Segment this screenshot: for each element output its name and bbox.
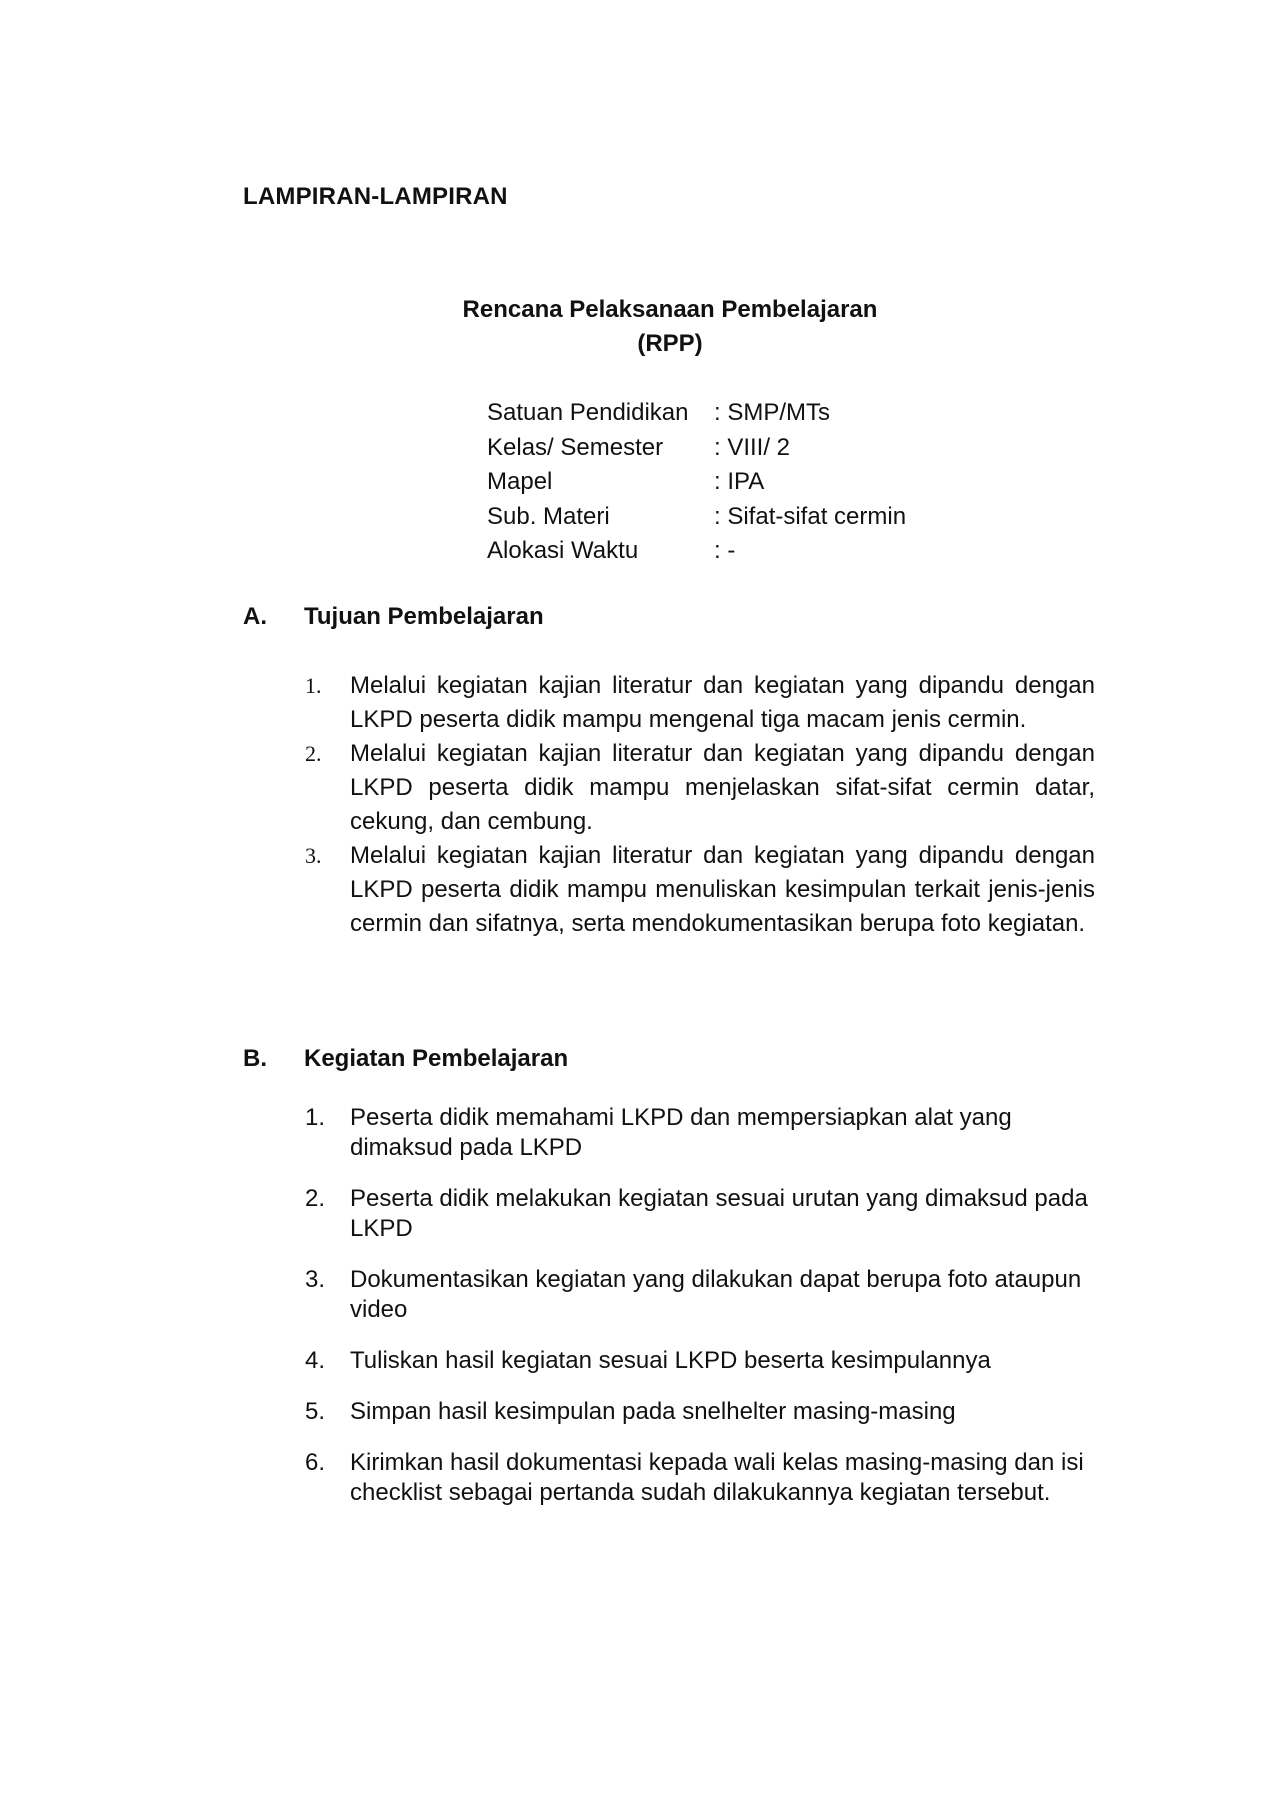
section-title: Tujuan Pembelajaran <box>304 603 544 630</box>
item-text: Peserta didik memahami LKPD dan mempersiapkan alat yang dimaksud pada LKPD <box>350 1104 1012 1161</box>
activities-list <box>305 1103 1095 1529</box>
info-row <box>487 431 906 466</box>
info-value: : IPA <box>714 468 765 495</box>
item-text: Melalui kegiatan kajian literatur dan kegiatan yang dipandu dengan LKPD peserta didik mampu mengenal tiga macam jenis cermin. <box>350 672 1095 733</box>
info-row <box>487 534 906 569</box>
item-number: 3. <box>305 1266 326 1293</box>
info-value: : SMP/MTs <box>714 399 831 426</box>
section-letter: B. <box>243 1045 267 1072</box>
section-letter: A. <box>243 603 267 630</box>
item-text: Melalui kegiatan kajian literatur dan kegiatan yang dipandu dengan LKPD peserta didik mampu menjelaskan sifat-sifat cermin datar, cekung, dan cembung. <box>350 740 1095 835</box>
section-title: Kegiatan Pembelajaran <box>304 1045 569 1072</box>
identity-table <box>487 396 906 569</box>
info-label: Satuan Pendidikan <box>487 399 689 426</box>
info-label: Sub. Materi <box>487 502 610 530</box>
item-number: 2. <box>305 1185 326 1212</box>
list-item <box>305 1265 1095 1325</box>
item-number: 5. <box>305 1398 326 1425</box>
list-item <box>305 1103 1095 1163</box>
info-label: Alokasi Waktu <box>487 537 639 564</box>
item-text: Melalui kegiatan kajian literatur dan kegiatan yang dipandu dengan LKPD peserta didik mampu menuliskan kesimpulan terkait jenis-jenis cermin dan sifatnya, serta mendokumentasikan berupa foto kegiatan. <box>350 842 1095 937</box>
info-label: Mapel <box>487 468 553 495</box>
info-value: : VIII/ 2 <box>714 433 791 461</box>
section-a-heading <box>243 603 544 631</box>
item-text: Kirimkan hasil dokumentasi kepada wali kelas masing-masing dan isi checklist sebagai pertanda sudah dilakukannya kegiatan tersebut. <box>350 1449 1084 1506</box>
info-label: Kelas/ Semester <box>487 433 664 461</box>
item-number: 4. <box>305 1347 326 1374</box>
info-value: : - <box>714 537 736 564</box>
item-number: 1. <box>305 673 322 698</box>
info-row <box>487 500 906 535</box>
list-item <box>305 839 1095 941</box>
item-number: 1. <box>305 1104 326 1131</box>
document-title: Rencana Pelaksanaan Pembelajaran <box>462 296 878 323</box>
list-item <box>305 737 1095 839</box>
objectives-list <box>305 669 1095 941</box>
item-text: Dokumentasikan kegiatan yang dilakukan dapat berupa foto ataupun video <box>350 1266 1082 1323</box>
item-number: 2. <box>305 741 322 766</box>
list-item <box>305 1448 1095 1508</box>
info-row <box>487 465 906 500</box>
item-text: Tuliskan hasil kegiatan sesuai LKPD beserta kesimpulannya <box>350 1347 991 1374</box>
item-number: 3. <box>305 843 322 868</box>
list-item <box>305 1397 1095 1427</box>
item-text: Peserta didik melakukan kegiatan sesuai urutan yang dimaksud pada LKPD <box>350 1185 1088 1242</box>
page-heading: LAMPIRAN-LAMPIRAN <box>243 183 508 210</box>
section-b-heading <box>243 1045 568 1073</box>
info-row <box>487 396 906 431</box>
item-text: Simpan hasil kesimpulan pada snelhelter masing-masing <box>350 1398 956 1425</box>
list-item <box>305 669 1095 737</box>
list-item <box>305 1346 1095 1376</box>
list-item <box>305 1184 1095 1244</box>
item-number: 6. <box>305 1449 326 1476</box>
info-value: : Sifat-sifat cermin <box>714 502 907 530</box>
document-subtitle: (RPP) <box>637 330 703 357</box>
